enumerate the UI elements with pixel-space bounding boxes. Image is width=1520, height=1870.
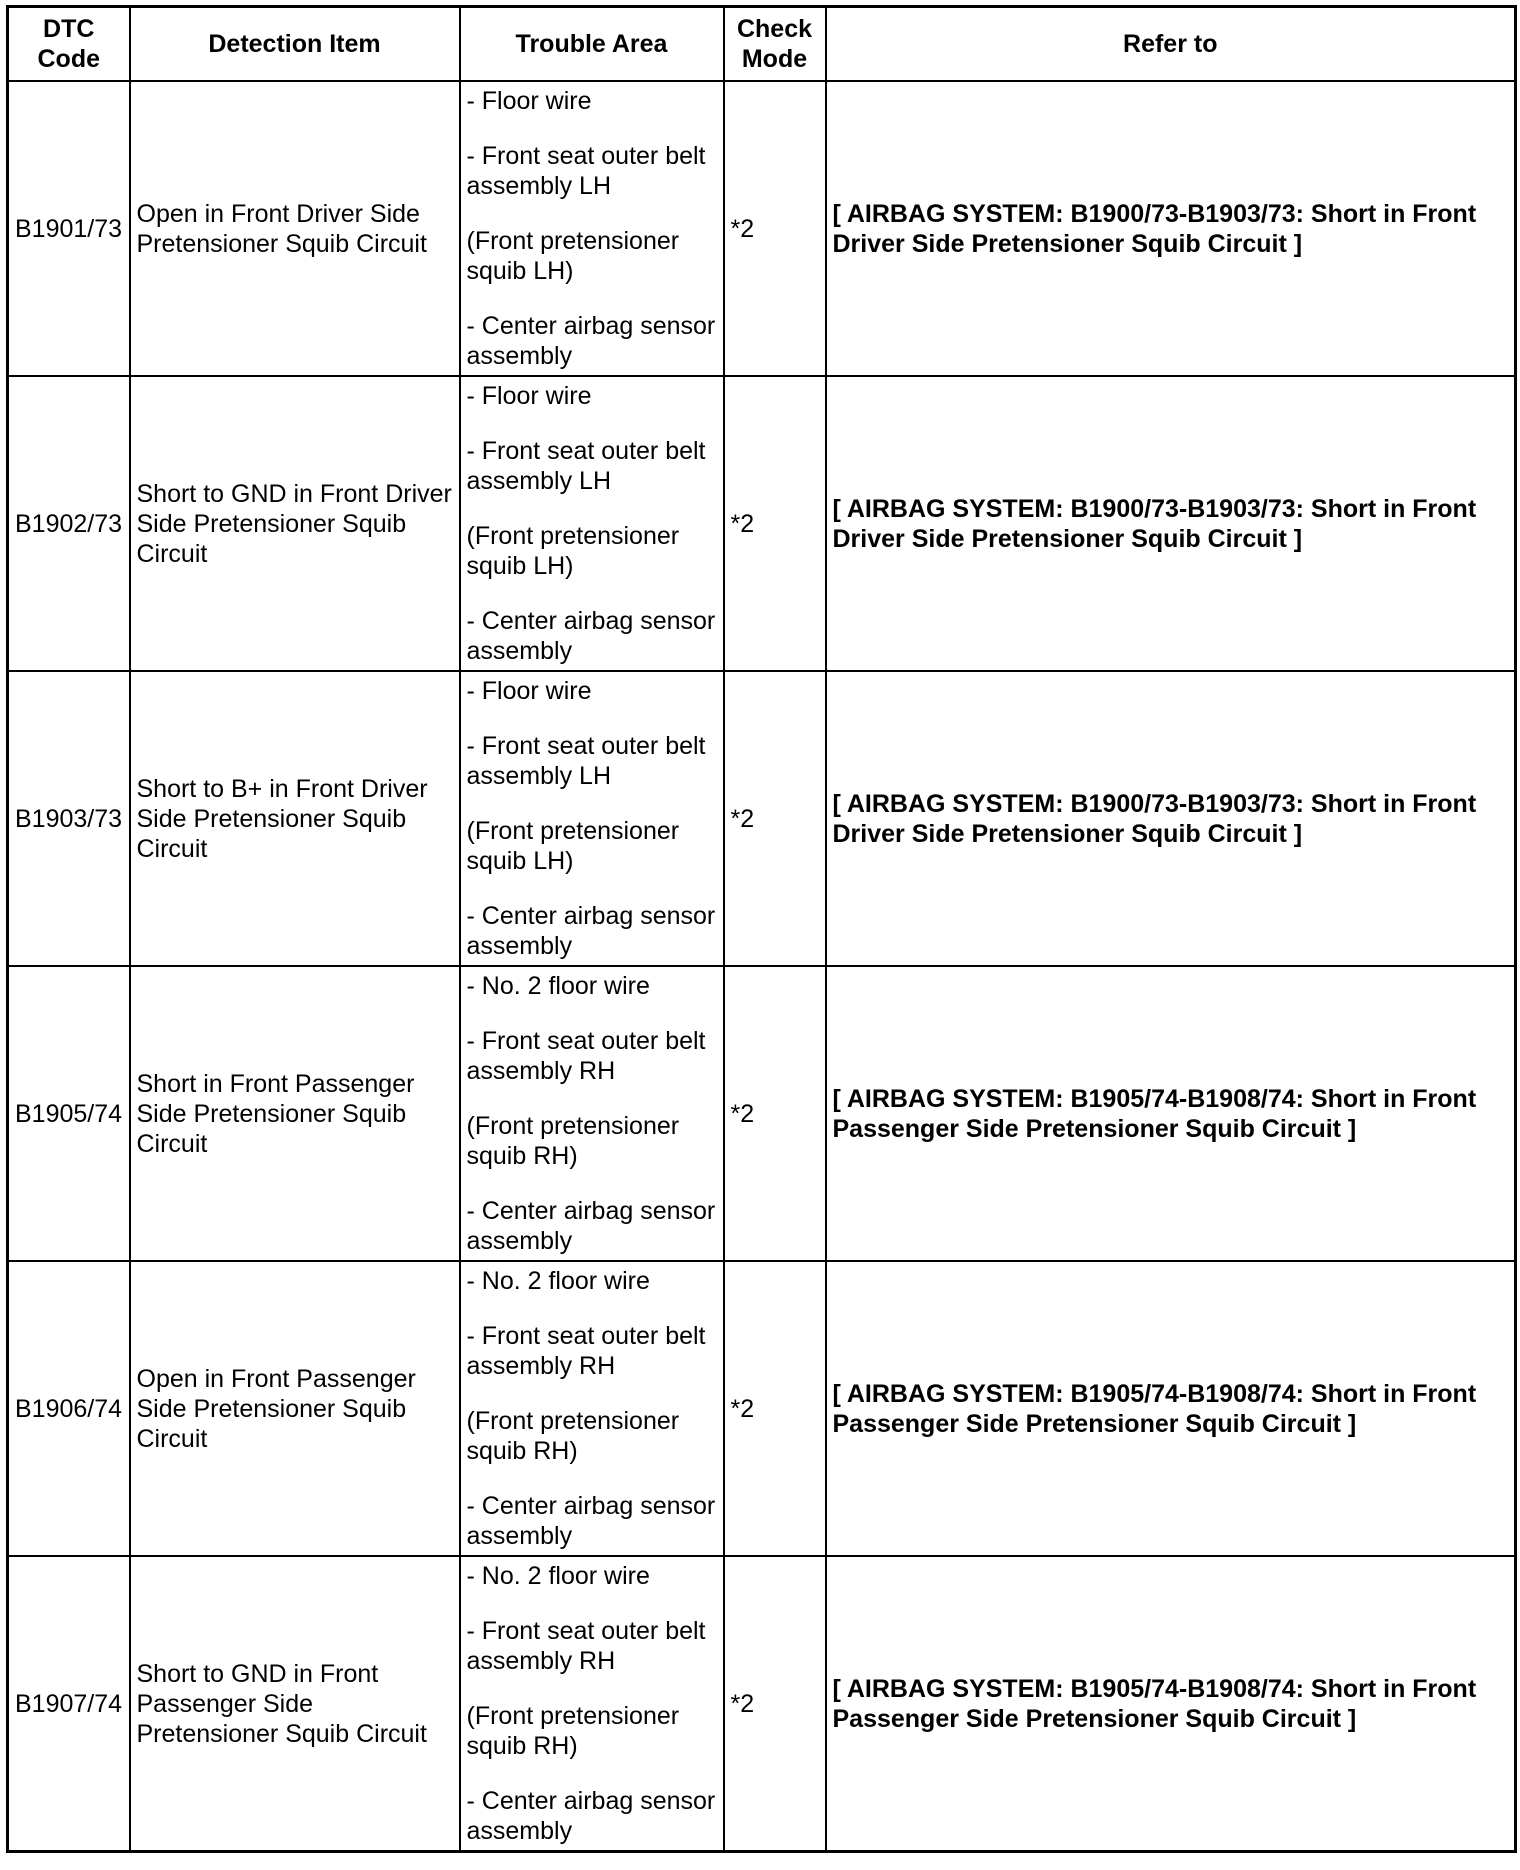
trouble-area-entry: - No. 2 floor wire [466, 972, 650, 1000]
trouble-area-entry: - Center airbag sensor assembly [466, 312, 716, 370]
dtc-table-container [6, 5, 1514, 1853]
header-check-mode: Check Mode [724, 7, 826, 82]
trouble-area-cell [460, 671, 724, 966]
trouble-area-entry: (Front pretensioner squib LH) [466, 522, 680, 580]
refer-to-link[interactable]: [ AIRBAG SYSTEM: B1905/74-B1908/74: Short in Front Passenger Side Pretensioner Squib Circuit ] [826, 1556, 1516, 1852]
check-mode-cell: *2 [724, 671, 826, 966]
trouble-area-entry: - Front seat outer belt assembly RH [466, 1322, 706, 1380]
trouble-area-cell [460, 1556, 724, 1852]
trouble-area-entry: - Front seat outer belt assembly LH [466, 437, 706, 495]
detection-item-cell: Open in Front Driver Side Pretensioner Squib Circuit [130, 81, 460, 376]
header-detection-item: Detection Item [130, 7, 460, 82]
trouble-area-entry: - Front seat outer belt assembly LH [466, 142, 706, 200]
trouble-area-entry: - Center airbag sensor assembly [466, 607, 716, 665]
table-row [8, 671, 1516, 966]
dtc-code-cell: B1906/74 [8, 1261, 130, 1556]
refer-to-link[interactable]: [ AIRBAG SYSTEM: B1900/73-B1903/73: Short in Front Driver Side Pretensioner Squib Circuit ] [826, 81, 1516, 376]
check-mode-cell: *2 [724, 376, 826, 671]
check-mode-cell: *2 [724, 1261, 826, 1556]
table-row [8, 81, 1516, 376]
refer-to-link[interactable]: [ AIRBAG SYSTEM: B1905/74-B1908/74: Short in Front Passenger Side Pretensioner Squib Circuit ] [826, 1261, 1516, 1556]
trouble-area-entry: - Front seat outer belt assembly LH [466, 732, 706, 790]
trouble-area-cell [460, 966, 724, 1261]
detection-item-cell: Short to GND in Front Passenger Side Pretensioner Squib Circuit [130, 1556, 460, 1852]
trouble-area-entry: (Front pretensioner squib LH) [466, 227, 680, 285]
dtc-code-cell: B1907/74 [8, 1556, 130, 1852]
trouble-area-entry: - Center airbag sensor assembly [466, 1492, 716, 1550]
trouble-area-entry: (Front pretensioner squib LH) [466, 817, 680, 875]
trouble-area-entry: - No. 2 floor wire [466, 1267, 650, 1295]
trouble-area-entry: - Front seat outer belt assembly RH [466, 1617, 706, 1675]
trouble-area-entry: (Front pretensioner squib RH) [466, 1407, 680, 1465]
detection-item-cell: Short to B+ in Front Driver Side Pretensioner Squib Circuit [130, 671, 460, 966]
table-row [8, 376, 1516, 671]
dtc-code-cell: B1901/73 [8, 81, 130, 376]
header-refer-to: Refer to [826, 7, 1516, 82]
detection-item-cell: Short in Front Passenger Side Pretensioner Squib Circuit [130, 966, 460, 1261]
trouble-area-entry: - Center airbag sensor assembly [466, 1197, 716, 1255]
trouble-area-entry: (Front pretensioner squib RH) [466, 1702, 680, 1760]
refer-to-link[interactable]: [ AIRBAG SYSTEM: B1905/74-B1908/74: Short in Front Passenger Side Pretensioner Squib Circuit ] [826, 966, 1516, 1261]
trouble-area-entry: - Front seat outer belt assembly RH [466, 1027, 706, 1085]
table-row [8, 1556, 1516, 1852]
header-trouble-area: Trouble Area [460, 7, 724, 82]
table-header-row [8, 7, 1516, 82]
trouble-area-entry: - Center airbag sensor assembly [466, 1787, 716, 1845]
check-mode-cell: *2 [724, 81, 826, 376]
trouble-area-entry: - Floor wire [466, 87, 592, 115]
dtc-code-cell: B1905/74 [8, 966, 130, 1261]
trouble-area-entry: - Center airbag sensor assembly [466, 902, 716, 960]
dtc-code-cell: B1903/73 [8, 671, 130, 966]
table-row [8, 966, 1516, 1261]
refer-to-link[interactable]: [ AIRBAG SYSTEM: B1900/73-B1903/73: Short in Front Driver Side Pretensioner Squib Circuit ] [826, 376, 1516, 671]
refer-to-link[interactable]: [ AIRBAG SYSTEM: B1900/73-B1903/73: Short in Front Driver Side Pretensioner Squib Circuit ] [826, 671, 1516, 966]
detection-item-cell: Short to GND in Front Driver Side Pretensioner Squib Circuit [130, 376, 460, 671]
trouble-area-entry: - No. 2 floor wire [466, 1562, 650, 1590]
trouble-area-entry: - Floor wire [466, 382, 592, 410]
trouble-area-entry: (Front pretensioner squib RH) [466, 1112, 680, 1170]
trouble-area-cell [460, 1261, 724, 1556]
trouble-area-cell [460, 376, 724, 671]
dtc-code-cell: B1902/73 [8, 376, 130, 671]
trouble-area-cell [460, 81, 724, 376]
dtc-table [6, 5, 1517, 1853]
trouble-area-entry: - Floor wire [466, 677, 592, 705]
detection-item-cell: Open in Front Passenger Side Pretensioner Squib Circuit [130, 1261, 460, 1556]
check-mode-cell: *2 [724, 966, 826, 1261]
header-dtc-code: DTC Code [8, 7, 130, 82]
table-body [8, 81, 1516, 1852]
check-mode-cell: *2 [724, 1556, 826, 1852]
table-row [8, 1261, 1516, 1556]
